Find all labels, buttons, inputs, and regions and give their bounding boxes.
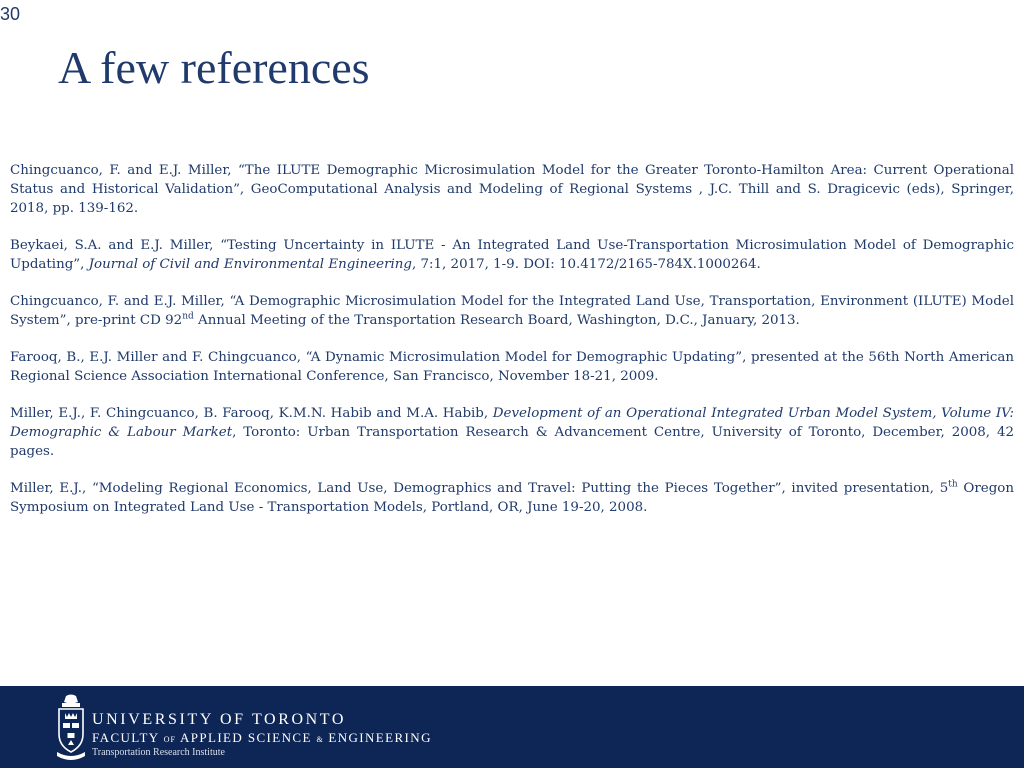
reference-text: Oregon Symposium on Integrated Land Use - Transportation Models, Portland, OR, June 19-20, 2008. — [10, 481, 1014, 515]
references-list — [10, 161, 1014, 535]
reference-italic-title: Development of an Operational Integrated Urban Model System, Volume IV: Demographic & Labour Market — [10, 406, 1014, 440]
reference-text: Annual Meeting of the Transportation Research Board, Washington, D.C., January, 2013. — [193, 313, 800, 328]
reference-italic-title: Journal of Civil and Environmental Engineering — [88, 257, 412, 272]
university-crest-icon — [56, 694, 86, 760]
reference-item — [10, 348, 1014, 386]
slide-number: 30 — [0, 4, 21, 24]
reference-text: Chingcuanco, F. and E.J. Miller, “A Demographic Microsimulation Model for the Integrated Land Use, Transportation, Environment (ILUTE) Model System”, pre-print CD 92 — [10, 294, 1014, 328]
reference-text: , Toronto: Urban Transportation Research & Advancement Centre, University of Toronto, December, 2008, 42 pages. — [10, 425, 1014, 459]
faculty-ampersand: & — [316, 735, 324, 744]
reference-item — [10, 404, 1014, 461]
reference-item — [10, 292, 1014, 330]
faculty-engineering: ENGINEERING — [328, 730, 432, 745]
reference-text: Beykaei, S.A. and E.J. Miller, “Testing Uncertainty in ILUTE - An Integrated Land Use-Transportation Microsimulation Model of Demographic Updating”, — [10, 238, 1014, 272]
reference-superscript: th — [948, 479, 958, 490]
slide-title: A few references — [58, 42, 370, 93]
reference-superscript: nd — [182, 311, 194, 322]
university-name: UNIVERSITY OF TORONTO — [92, 711, 347, 728]
faculty-of: OF — [163, 735, 176, 744]
reference-item — [10, 479, 1014, 517]
reference-text: Farooq, B., E.J. Miller and F. Chingcuanco, “A Dynamic Microsimulation Model for Demographic Updating”, presented at the 56th North American Regional Science Association International Conference, San Francisco, November 18-21, 2009. — [10, 350, 1014, 384]
reference-item — [10, 161, 1014, 218]
footer-banner — [0, 686, 1024, 768]
faculty-prefix: FACULTY — [92, 730, 160, 745]
reference-item — [10, 236, 1014, 274]
faculty-name — [92, 730, 432, 746]
reference-text: Miller, E.J., F. Chingcuanco, B. Farooq, K.M.N. Habib and M.A. Habib, — [10, 406, 493, 421]
institute-name: Transportation Research Institute — [92, 747, 225, 758]
faculty-applied-science: APPLIED SCIENCE — [179, 730, 312, 745]
reference-text: Miller, E.J., “Modeling Regional Economics, Land Use, Demographics and Travel: Putting the Pieces Together”, invited presentation, 5 — [10, 481, 949, 496]
reference-text: Chingcuanco, F. and E.J. Miller, “The ILUTE Demographic Microsimulation Model for the Greater Toronto-Hamilton Area: Current Operational Status and Historical Validation”, GeoComputational Analysis and Modeling of Regional Systems , J.C. Thill and S. Dragicevic (eds), Springer, 2018, pp. 139-162. — [10, 163, 1014, 216]
reference-text: , 7:1, 2017, 1-9. DOI: 10.4172/2165-784X.1000264. — [411, 257, 761, 272]
